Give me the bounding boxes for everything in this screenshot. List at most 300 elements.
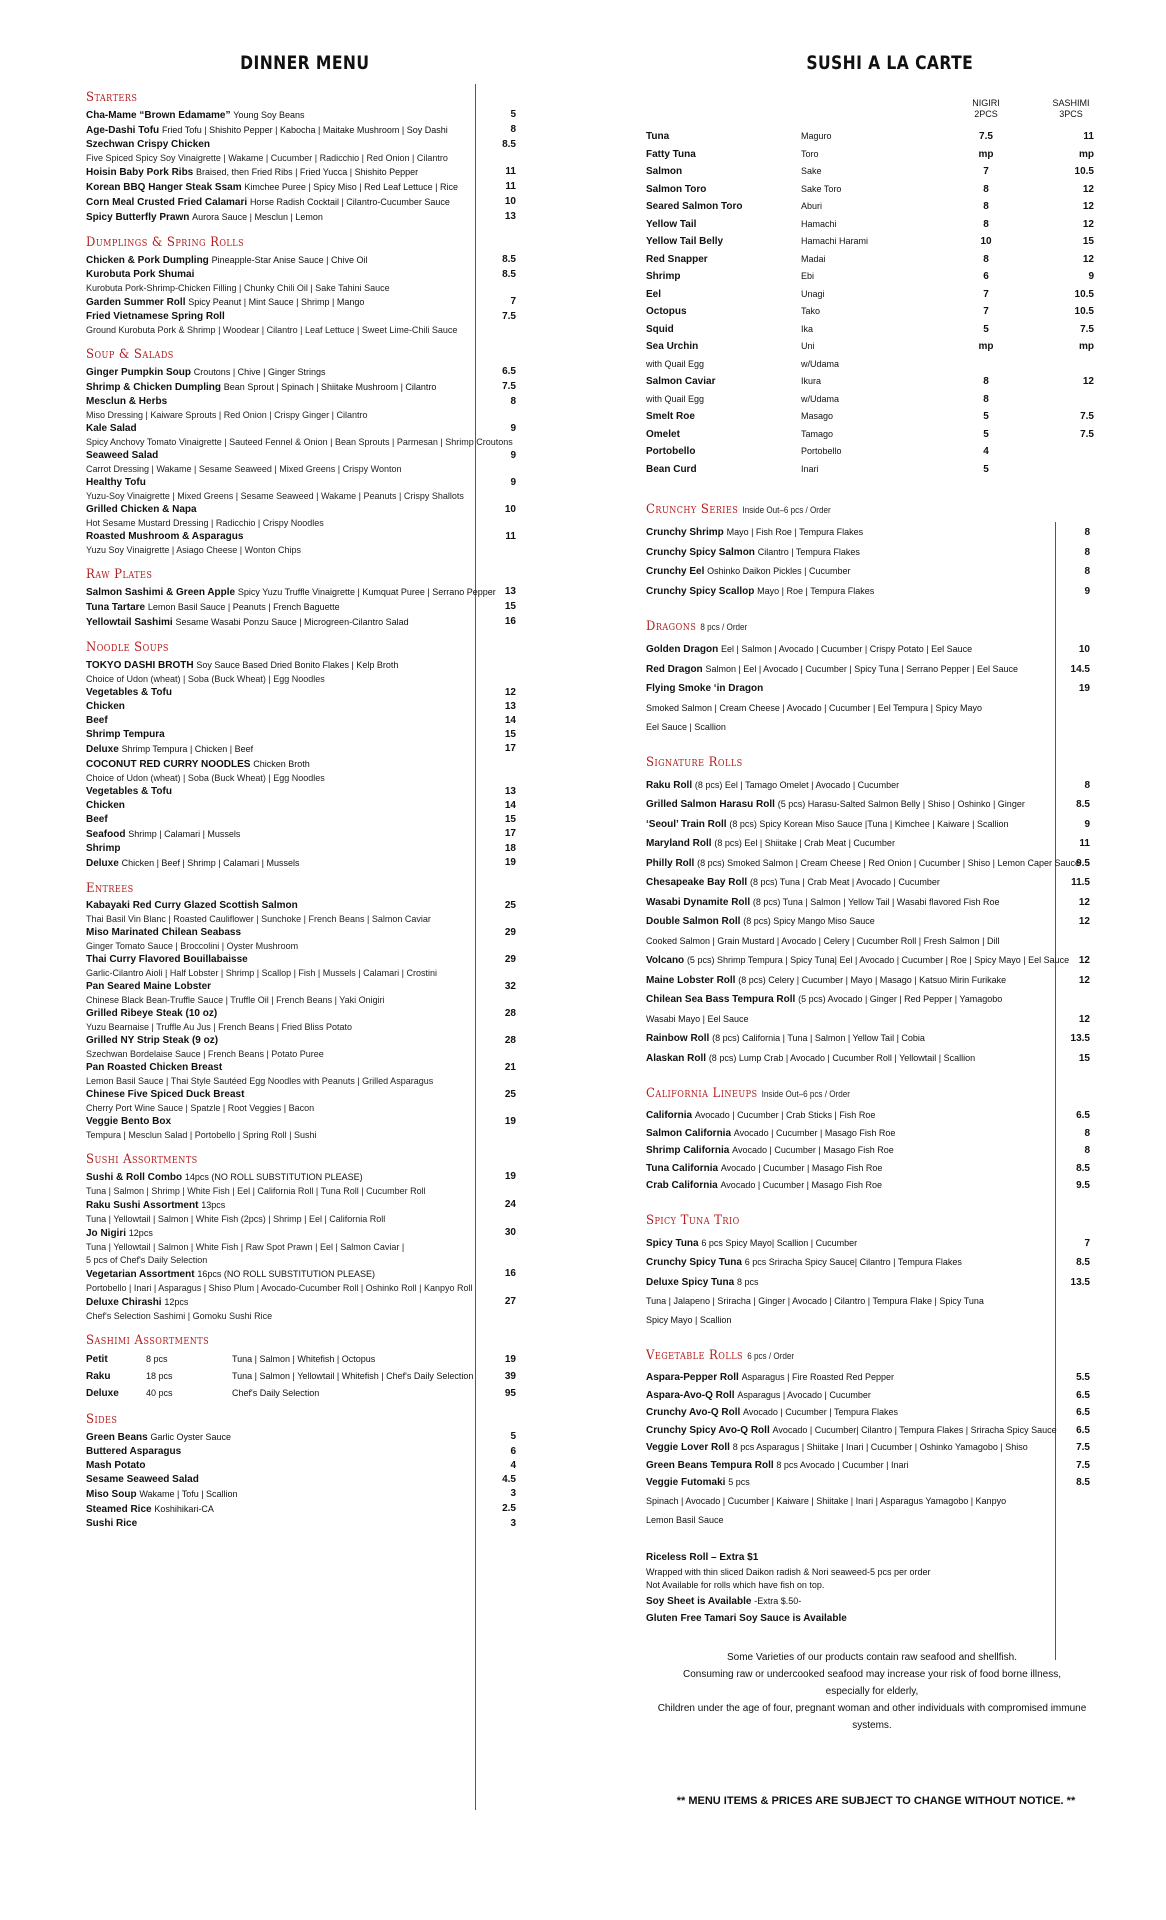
fish-name: Red Snapper [646,253,708,265]
japanese-name: Ikura [801,376,822,386]
nigiri-price: 7 [983,288,989,300]
item-name: Kabayaki Red Curry Glazed Scottish Salmon [86,900,298,911]
section-note: Inside Out–6 pcs / Order [761,1089,850,1099]
item-price: 13.5 [1070,1276,1090,1288]
nigiri-price: 8 [983,376,989,387]
item-name: Chilean Sea Bass Tempura Roll [646,994,796,1005]
item-desc: 8 pcs [736,1276,759,1287]
menu-item [86,899,516,913]
menu-item [86,210,516,225]
item-price: 4.5 [502,1474,516,1485]
item-desc: Pineapple-Star Anise Sauce | Chive Oil [211,255,368,265]
item-detail: Thai Basil Vin Blanc | Roasted Cauliflower | Sunchoke | French Beans | Salmon Caviar [86,914,431,924]
nigiri-price: 6 [983,271,989,282]
nigiri-price: 5 [983,463,989,475]
broth-desc: Soy Sauce Based Dried Bonito Flakes | Kelp Broth [196,660,399,670]
roll-item [646,1107,1098,1125]
alacarte-row [646,163,1098,181]
nigiri-price: 8 [983,393,989,405]
sashimi-price: 7.5 [1080,411,1094,422]
item-desc: (5 pcs) Harasu-Salted Salmon Belly | Shiso | Oshinko | Ginger [777,799,1025,809]
item-name: Chicken & Pork Dumpling [86,255,209,266]
item-price: 15 [1078,1052,1090,1064]
roll-item [646,990,1098,1010]
nigiri-price: mp [978,148,994,160]
nigiri-price: 10 [980,236,992,247]
item-name: Volcano [646,955,685,966]
riceless-detail: Wrapped with thin sliced Daikon radish & Nori seaweed-5 pcs per order [646,1566,931,1577]
footer-disclaimer: ** MENU ITEMS & PRICES ARE SUBJECT TO CHANGE WITHOUT NOTICE. ** [676,1795,1076,1807]
fish-name: Squid [646,323,674,335]
japanese-name: w/Udama [801,393,840,404]
section-title-signature: Signature Rolls [646,754,743,770]
fish-name: Bean Curd [646,463,697,475]
roll-item [646,1234,1098,1254]
item-price: 16 [504,616,516,627]
item-desc: 12pcs [164,1297,189,1307]
item-name: Cha-Mame “Brown Edamame” [86,110,231,121]
item-price: 6.5 [1076,1389,1090,1401]
menu-item [86,926,516,940]
item-desc: Chef's Daily Selection [232,1388,320,1398]
fish-name: Fatty Tuna [646,148,696,160]
dinner-menu-title: DINNER MENU [240,52,370,74]
item-name: Green Beans [86,1432,148,1443]
warning-line: especially for elderly, [825,1685,919,1697]
menu-item [86,1473,516,1487]
menu-item [86,365,516,380]
item-name: Steamed Rice [86,1504,152,1515]
item-desc: Spicy Peanut | Mint Sauce | Shrimp | Mango [188,297,365,307]
fish-name: Portobello [646,446,696,457]
sashimi-price: 12 [1082,218,1094,230]
item-detail: Yuzu Bearnaise | Truffle Au Jus | French Beans | Fried Bliss Potato [86,1022,352,1032]
roll-item [646,1404,1098,1422]
riceless-roll: Riceless Roll – Extra $1 [646,1551,759,1563]
item-price: 95 [504,1388,516,1399]
item-price: 8 [1084,1127,1090,1139]
japanese-name: Portobello [801,446,842,456]
menu-item [86,195,516,210]
item-name: Red Dragon [646,663,703,675]
item-price: 12 [1078,974,1090,986]
menu-item [86,785,516,799]
item-name: Thai Curry Flavored Bouillabaisse [86,954,248,965]
item-desc: Shrimp Tempura | Chicken | Beef [121,744,254,754]
japanese-name: Tamago [801,428,834,439]
item-detail: Yuzu-Soy Vinaigrette | Mixed Greens | Sesame Seaweed | Wakame | Peanuts | Crispy Shallots [86,491,464,501]
item-desc: 8 pcs Asparagus | Shiitake | Inari | Cucumber | Oshinko Yamagobo | Shiso [732,1442,1028,1452]
fish-name: Shrimp [646,271,681,282]
section-detail: Smoked Salmon | Cream Cheese | Avocado | Cucumber | Eel Tempura | Spicy Mayo [646,702,983,713]
roll-item [646,1253,1098,1273]
menu-item [86,1061,516,1075]
item-price: 3 [510,1518,516,1529]
item-name: Shrimp California [646,1145,730,1156]
broth-name: COCONUT RED CURRY NOODLES [86,759,251,770]
item-name: Salmon California [646,1127,732,1139]
item-name: Maine Lobster Roll [646,974,736,986]
roll-item [646,562,1098,582]
item-desc: Avocado | Cucumber | Masago Fish Roe [720,1180,883,1190]
item-desc: Spicy Yuzu Truffle Vinaigrette | Kumquat Puree | Serrano Pepper [237,587,496,597]
item-detail: Tuna | Yellowtail | Salmon | White Fish | Raw Spot Prawn | Eel | Salmon Caviar | [86,1242,405,1252]
item-price: 19 [504,1171,516,1182]
menu-item [86,700,516,714]
menu-item [86,1267,516,1282]
menu-item [86,1007,516,1021]
item-name: Flying Smoke ‘in Dragon [646,683,764,694]
item-name: Deluxe [86,1388,119,1399]
item-price: 7.5 [502,311,516,322]
item-name: Green Beans Tempura Roll [646,1459,774,1471]
fish-name: Yellow Tail [646,218,697,230]
japanese-name: Inari [801,463,819,474]
japanese-name: Aburi [801,201,823,211]
item-name: Salmon Sashimi & Green Apple [86,587,236,598]
item-name: Spicy Butterfly Prawn [86,212,190,223]
item-name: Yellowtail Sashimi [86,617,173,628]
broth-desc: Chicken Broth [253,759,310,769]
item-detail: Ground Kurobuta Pork & Shrimp | Woodear | Cilantro | Leaf Lettuce | Sweet Lime-Chili Sauce [86,325,458,335]
item-desc: (8 pcs) Tuna | Crab Meat | Avocado | Cucumber [749,877,940,887]
sashimi-price: 12 [1082,183,1094,195]
menu-item [86,600,516,615]
item-name: Deluxe Chirashi [86,1297,162,1308]
alacarte-row [646,408,1098,426]
roll-item [646,1273,1098,1293]
menu-item [86,310,516,324]
item-price: 8.5 [1076,1257,1090,1268]
roll-item [646,640,1098,660]
item-name: Seafood [86,829,126,840]
item-name: Crunchy Avo-Q Roll [646,1407,741,1418]
item-name: Mash Potato [86,1460,146,1471]
item-desc: Avocado | Cucumber | Tempura Flakes [743,1407,898,1417]
nigiri-price: 8 [983,201,989,212]
item-name: Deluxe [86,858,119,869]
item-price: 3 [510,1488,516,1499]
item-name: Deluxe Spicy Tuna [646,1276,735,1288]
menu-item [86,1034,516,1048]
item-name: Rainbow Roll [646,1033,710,1044]
japanese-name: Masago [801,411,834,421]
sushi-a-la-carte-title: SUSHI A LA CARTE [806,52,974,74]
item-name: Chicken [86,800,125,811]
item-name: Veggie Lover Roll [646,1442,730,1453]
item-name: Korean BBQ Hanger Steak Ssam [86,182,242,193]
item-name: Crunchy Spicy Salmon [646,546,755,558]
item-price: 21 [504,1062,516,1073]
menu-item [86,980,516,994]
item-name: Alaskan Roll [646,1052,707,1064]
japanese-name: Sake [801,166,822,176]
item-price: 15 [504,814,516,825]
item-desc: (8 pcs) California | Tuna | Salmon | Yellow Tail | Cobia [712,1033,925,1043]
japanese-name: Maguro [801,131,832,141]
item-price: 10 [504,196,516,207]
section-title-starters: Starters [86,90,138,105]
item-desc: Avocado | Cucumber | Masago Fish Roe [720,1162,883,1173]
item-name: Kale Salad [86,423,137,434]
item-desc: 6 pcs Sriracha Spicy Sauce| Cilantro | Tempura Flakes [744,1257,962,1267]
item-name: Wasabi Dynamite Roll [646,896,751,908]
sashimi-price: mp [1079,148,1094,160]
item-price: 11 [505,181,516,192]
item-name: Grilled Chicken & Napa [86,504,197,515]
item-detail: Cooked Salmon | Grain Mustard | Avocado | Celery | Cucumber Roll | Fresh Salmon | Dill [646,935,1000,946]
item-desc: Lemon Basil Sauce | Peanuts | French Baguette [147,602,340,612]
warning-line: Consuming raw or undercooked seafood may increase your risk of food borne illness, [683,1668,1061,1680]
menu-item [86,449,516,463]
broth-choice: Choice of Udon (wheat) | Soba (Buck Wheat) | Egg Noodles [86,773,325,783]
fish-name: Octopus [646,306,687,317]
nigiri-price: 5 [983,428,989,440]
item-name: Petit [86,1354,108,1365]
item-desc: Koshihikari-CA [154,1504,214,1514]
item-desc: Croutons | Chive | Ginger Strings [193,367,326,377]
section-title-raw: Raw Plates [86,567,153,582]
item-price: 19 [504,857,516,868]
item-detail-row [646,932,1098,952]
item-name: Beef [86,715,108,726]
menu-item [86,585,516,600]
item-price: 27 [504,1296,516,1307]
section-title-vegrolls: Vegetable Rolls 6 pcs / Order [646,1348,795,1363]
nigiri-price: 8 [983,183,989,195]
roll-item [646,854,1098,874]
item-detail: Miso Dressing | Kaiware Sprouts | Red Onion | Crispy Ginger | Cilantro [86,410,368,420]
roll-item [646,1160,1098,1178]
item-name: Crunchy Shrimp [646,527,724,538]
item-name: Jo Nigiri [86,1228,127,1239]
item-detail: Five Spiced Spicy Soy Vinaigrette | Wakame | Cucumber | Radicchio | Red Onion | Cilantro [86,153,448,163]
alacarte-row [646,251,1098,269]
roll-item [646,660,1098,680]
section-title-spicytuna: Spicy Tuna Trio [646,1212,740,1228]
item-name: Mesclun & Herbs [86,396,168,407]
nigiri-price: 7.5 [979,131,993,142]
item-detail: Tempura | Mesclun Salad | Portobello | Spring Roll | Sushi [86,1130,317,1140]
item-desc: (8 pcs) Smoked Salmon | Cream Cheese | Red Onion | Cucumber | Shiso | Lemon Caper Sauce [697,857,1080,868]
item-name: Raku Sushi Assortment [86,1200,199,1211]
item-price: 19 [1078,683,1090,694]
fish-name: with Quail Egg [646,393,705,404]
item-name: Garden Summer Roll [86,297,186,308]
item-name: Crunchy Spicy Tuna [646,1257,742,1268]
roll-item [646,679,1098,699]
item-detail: Portobello | Inari | Asparagus | Shiso Plum | Avocado-Cucumber Roll | Oshinko Roll | Kanpyo Roll [86,1283,473,1293]
item-price: 30 [504,1227,516,1238]
item-detail: Ginger Tomato Sauce | Broccolini | Oyster Mushroom [86,941,299,951]
item-price: 5 [510,1431,516,1442]
item-name: Beef [86,814,108,825]
item-price: 8.5 [1076,1162,1090,1174]
item-name: Szechwan Crispy Chicken [86,139,210,150]
nigiri-price: 4 [983,446,989,457]
item-desc: (8 pcs) Spicy Mango Miso Sauce [743,916,875,926]
alacarte-row [646,373,1098,391]
item-price: 14 [504,715,516,726]
noodle-broth-header [86,757,516,772]
roll-item [646,971,1098,991]
item-price: 18 [504,843,516,854]
item-price: 12 [1078,916,1090,927]
item-price: 28 [504,1008,516,1019]
item-price: 15 [504,729,516,740]
section-detail: Eel Sauce | Scallion [646,721,726,732]
item-pcs: 8 pcs [146,1354,168,1364]
item-detail: Hot Sesame Mustard Dressing | Radicchio | Crispy Noodles [86,518,324,528]
section-title-crunchy: Crunchy Series Inside Out–6 pcs / Order [646,502,831,517]
item-price: 25 [504,900,516,911]
menu-item [86,395,516,409]
item-price: 39 [504,1371,516,1382]
alacarte-row [646,356,1098,374]
menu-item [86,1430,516,1445]
item-price: 25 [504,1089,516,1100]
item-price: 10 [1078,644,1090,655]
item-price: 7.5 [1076,1459,1090,1471]
item-price: 7 [1084,1237,1090,1249]
warning-line: Children under the age of four, pregnant woman and other individuals with compromised immune systems. [657,1702,1087,1731]
menu-item [86,1445,516,1459]
item-name: Philly Roll [646,857,695,869]
menu-item [86,503,516,517]
roll-item [646,1422,1098,1440]
noodle-broth-header [86,658,516,673]
alacarte-row [646,391,1098,409]
roll-item [646,1125,1098,1143]
sushi-column [646,98,1098,1734]
item-desc: (8 pcs) Lump Crab | Avocado | Cucumber Roll | Yellowtail | Scallion [708,1052,976,1063]
item-price: 24 [504,1199,516,1210]
section-title-california: California Lineups Inside Out–6 pcs / Order [646,1086,850,1101]
item-name: Sushi & Roll Combo [86,1172,183,1183]
item-name: Shrimp [86,843,121,854]
item-desc: (8 pcs) Spicy Korean Miso Sauce |Tuna | Kimchee | Kaiware | Scallion [729,818,1009,829]
item-name: Chinese Five Spiced Duck Breast [86,1089,245,1100]
item-price: 13 [504,786,516,797]
menu-item [86,1198,516,1213]
sashimi-assortment-row [86,1385,516,1402]
item-desc: Mayo | Fish Roe | Tempura Flakes [726,527,864,537]
alacarte-row [646,443,1098,461]
menu-item [86,714,516,728]
item-price: 8.5 [502,139,516,150]
item-name: Golden Dragon [646,644,719,655]
menu-item [86,615,516,630]
soy-sheet-label: Soy Sheet is Available [646,1595,752,1607]
alacarte-row [646,426,1098,444]
menu-item [86,295,516,310]
item-price: 6.5 [502,366,516,377]
item-desc: (8 pcs) Eel | Shiitake | Crab Meat | Cucumber [714,838,895,848]
nigiri-price: 5 [983,411,989,422]
item-name: Crunchy Spicy Avo-Q Roll [646,1424,770,1436]
fish-name: Seared Salmon Toro [646,201,743,212]
item-price: 13.5 [1070,1033,1090,1044]
item-price: 6 [510,1446,516,1457]
item-detail: Yuzu Soy Vinaigrette | Asiago Cheese | Wonton Chips [86,545,301,555]
menu-item [86,742,516,757]
item-desc: (8 pcs) Tuna | Salmon | Yellow Tail | Wasabi flavored Fish Roe [752,896,1000,907]
section-title-sides: Sides [86,1412,118,1427]
alacarte-header [646,98,1098,128]
section-note: 6 pcs / Order [747,1351,795,1361]
alacarte-row [646,181,1098,199]
item-price: 8 [1084,779,1090,791]
japanese-name: Uni [801,341,815,351]
item-name: Hoisin Baby Pork Ribs [86,167,194,178]
section-detail: Spicy Mayo | Scallion [646,1315,732,1325]
item-name: Vegetarian Assortment [86,1269,195,1280]
fish-name: Eel [646,288,662,300]
item-desc: Chicken | Beef | Shrimp | Calamari | Mussels [121,858,300,868]
menu-item [86,1115,516,1129]
item-name: Vegetables & Tofu [86,687,172,698]
item-price: 14 [504,800,516,811]
item-price: 11.5 [1071,877,1090,888]
item-desc: (8 pcs) Eel | Tamago Omelet | Avocado | Cucumber [694,779,900,790]
item-price: 17 [504,743,516,754]
japanese-name: Ebi [801,271,815,281]
item-detail: Carrot Dressing | Wakame | Sesame Seaweed | Mixed Greens | Crispy Wonton [86,464,402,474]
item-name: Crab California [646,1180,718,1191]
item-name: Fried Vietnamese Spring Roll [86,311,225,322]
menu-item [86,1502,516,1517]
item-price: 12 [1078,1013,1090,1025]
item-desc: Wakame | Tofu | Scallion [139,1489,238,1499]
item-detail: Chef's Selection Sashimi | Gomoku Sushi Rice [86,1311,273,1321]
broth-choice: Choice of Udon (wheat) | Soba (Buck Wheat) | Egg Noodles [86,674,325,684]
sashimi-price: 7.5 [1080,323,1094,335]
item-price: 8 [1084,566,1090,577]
sashimi-price: 12 [1082,376,1094,387]
item-name: Grilled Ribeye Steak (10 oz) [86,1008,218,1019]
item-pcs: 18 pcs [146,1371,173,1381]
section-detail: Spinach | Avocado | Cucumber | Kaiware | Shiitake | Inari | Asparagus Yamagobo | Kanpyo [646,1495,1007,1506]
item-name: Raku [86,1371,111,1382]
item-price: 13 [504,211,516,222]
item-price: 7.5 [1076,1442,1090,1453]
item-desc: Sesame Wasabi Ponzu Sauce | Microgreen-Cilantro Salad [175,617,409,627]
alacarte-row [646,338,1098,356]
item-price: 14.5 [1070,663,1090,675]
item-desc: Aurora Sauce | Mesclun | Lemon [192,212,323,222]
item-desc: (5 pcs) Shrimp Tempura | Spicy Tuna| Eel | Avocado | Cucumber | Roe | Spicy Mayo | Eel Sauce [686,955,1070,965]
section-title-soups: Soup & Salads [86,347,174,362]
item-desc: Tuna | Salmon | Yellowtail | Whitefish | Chef's Daily Selection [232,1371,474,1381]
menu-item [86,253,516,268]
sashimi-header: SASHIMI 3PCS [1052,98,1090,119]
item-price: 6.5 [1076,1424,1090,1436]
item-desc: Shrimp | Calamari | Mussels [128,829,241,839]
menu-item [86,180,516,195]
item-name: Veggie Bento Box [86,1116,172,1127]
item-detail: Szechwan Bordelaise Sauce | French Beans | Potato Puree [86,1049,324,1059]
item-desc: 5 pcs [728,1477,750,1487]
nigiri-header: NIGIRI 2PCS [972,98,1000,119]
sashimi-price: 9 [1088,271,1094,282]
japanese-name: Unagi [801,288,825,299]
item-price: 10 [504,504,516,515]
item-price: 9.5 [1076,1180,1090,1191]
sashimi-price: 7.5 [1080,428,1094,440]
menu-item [86,1459,516,1473]
item-price: 9 [510,423,516,434]
nigiri-price: 5 [983,323,989,335]
